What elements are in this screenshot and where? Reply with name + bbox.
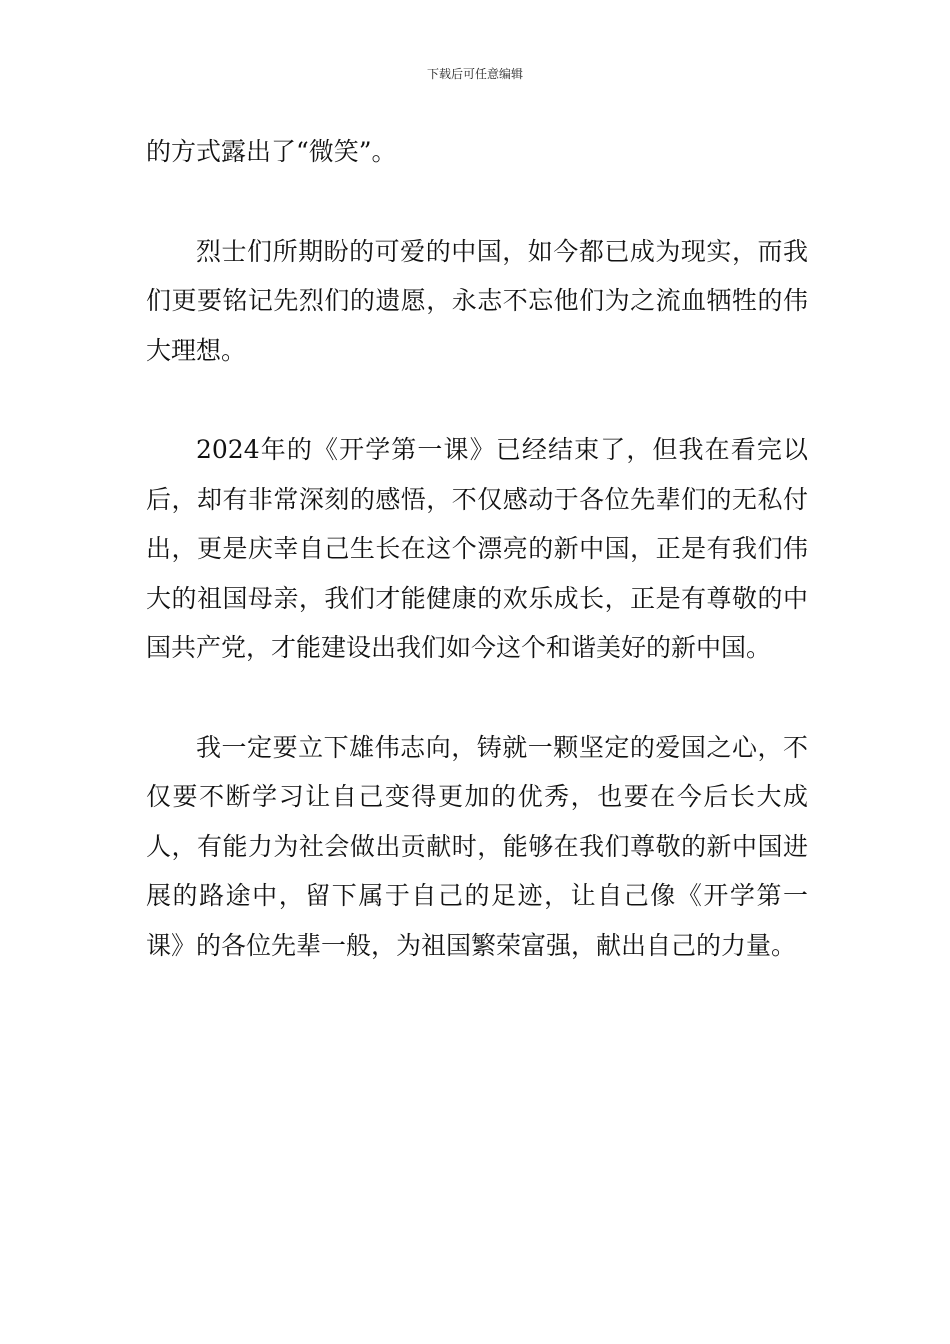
paragraph-martyrs: 烈士们所期盼的可爱的中国，如今都已成为现实，而我们更要铭记先烈们的遗愿，永志不忘他们为之流血牺牲的伟大理想。 — [146, 236, 808, 365]
page-header: 下载后可任意编辑 — [426, 67, 523, 81]
paragraph-resolution: 我一定要立下雄伟志向，铸就一颗坚定的爱国之心，不仅要不断学习让自己变得更加的优秀，也要在今后长大成人，有能力为社会做出贡献时，能够在我们尊敬的新中国进展的路途中，留下属于自己的足迹，让自己像《开学第一课》的各位先辈一般，为祖国繁荣富强，献出自己的力量。 — [146, 732, 808, 960]
document-body — [146, 127, 808, 1020]
paragraph-continuation: 的方式露出了“微笑”。 — [146, 137, 397, 166]
paragraph-first-lesson: 2024年的《开学第一课》已经结束了，但我在看完以后，却有非常深刻的感悟，不仅感动于各位先辈们的无私付出，更是庆幸自己生长在这个漂亮的新中国，正是有我们伟大的祖国母亲，我们才能健康的欢乐成长，正是有尊敬的中国共产党，才能建设出我们如今这个和谐美好的新中国。 — [146, 435, 808, 662]
